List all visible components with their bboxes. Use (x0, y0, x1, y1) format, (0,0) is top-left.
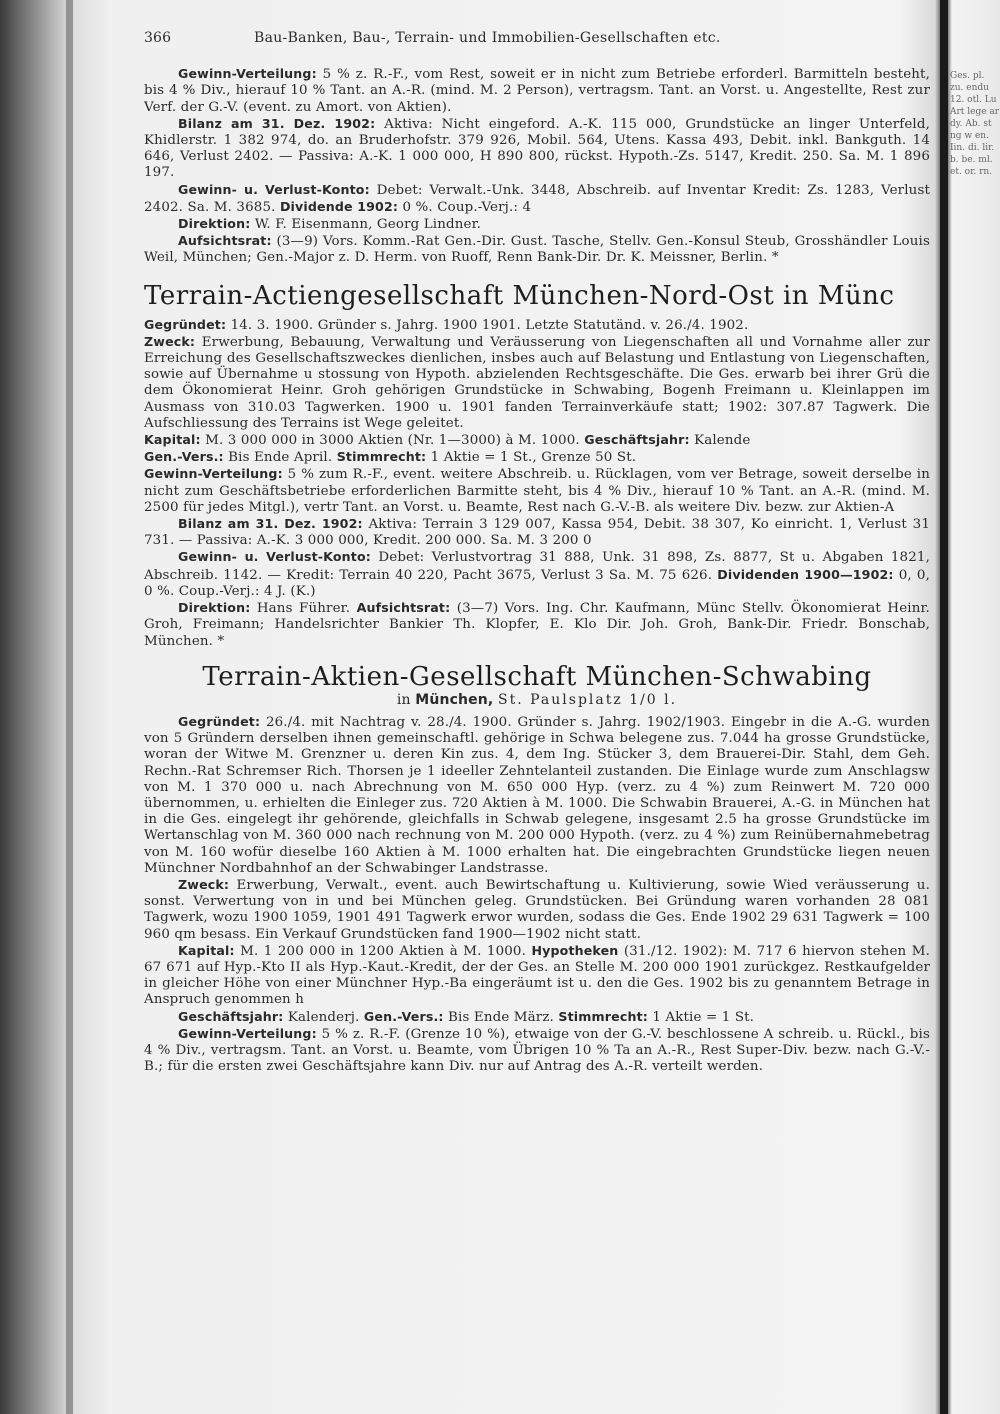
company-title-schwabing: Terrain-Aktien-Gesellschaft München-Schwabing (202, 661, 872, 692)
section-kapital: Kapital: M. 3 000 000 in 3000 Aktien (Nr. 1—3000) à M. 1000. Geschäftsjahr: Kalende (144, 432, 751, 449)
section-zweck: Zweck: Erwerbung, Verwalt., event. auch Bewirtschaftung u. Kultivierung, sowie Wied veräusserung u. sonst. Verwertung von in und bei München geleg. Grundstücken. Bei Gründung waren vorhanden 28 081 Tagwerk, wozu 1900 1059, 1901 491 Tagwerk erwor wurden, sodass die Ges. Ende 1902 29 631 Tagwerk = 100 960 qm besass. Ein Verkauf Grundstücken fand 1900—1902 nicht statt. (144, 876, 930, 942)
section-gewinn-verteilung: Gewinn-Verteilung: 5 % z. R.-F. (Grenze 10 %), etwaige von der G.-V. beschlossene A schreib. u. Rückl., bis 4 % Div., vertragsm. Tant. an Vorst. u. Beamte, vom Übrigen 10 % Ta an A.-R., Rest Super-Div. bezw. nach G.-V.-B.; für die ersten zwei Geschäftsjahre kann Div. nur auf Antrag des A.-R. verteilt werden. (144, 1025, 930, 1075)
section-direktion-aufsichtsrat: Direktion: Hans Führer. Aufsichtsrat: (3—7) Vors. Ing. Chr. Kaufmann, Münc Stellv. Ökonomierat Heinr. Groh, Freimann; Handelsrichter Bankier Th. Klopfer, E. Klo Dir. Joh. Groh, Bank-Dir. Friedr. Bonschab, München. * (144, 600, 930, 649)
page-number: 366 (144, 30, 172, 46)
section-gegruendet: Gegründet: 14. 3. 1900. Gründer s. Jahrg. 1900 1901. Letzte Statutänd. v. 26./4. 1902. (144, 316, 749, 333)
running-title: Bau-Banken, Bau-, Terrain- und Immobilien-Gesellschaften etc. (254, 30, 721, 46)
company-title-nord-ost: Terrain-Actiengesellschaft München-Nord-Ost in Münc (144, 280, 895, 311)
section-gegruendet: Gegründet: 26./4. mit Nachtrag v. 28./4. 1900. Gründer s. Jahrg. 1902/1903. Eingebr in die A.-G. wurden von 5 Gründern derselben ihnen gemeinschaftl. gehörige in Schwa belegene zus. 7.044 ha grosse Grundstücke, woran der Witwe M. Grenzner u. deren Kin zus. 4, dem Ing. Stücker 3, dem Brauerei-Dir. Stahl, dem Geh. Rechn.-Rat Schremser Rich. Thorsen je 1 ideeller Zehntelanteil zustanden. Die Einlage wurde zum Anschlagsw von M. 1 370 000 u. nach Abrechnung von M. 650 000 Hyp. (verz. zu 4 %) zum Reinwert M. 720 000 übernommen, u. erhielten die Einleger zus. 720 Aktien à M. 1000. Die Schwabin Brauerei, A.-G. in München hat in die Ges. eingelegt ihr gehörende, gleichfalls in Schwab gelegene, insgesamt 2.5 ha grosse Grundstücke im Wertanschlag von M. 360 000 nach rechnung von M. 200 000 Hypoth. (verz. zu 4 %) zum Reinübernahmebetrag von M. 160 wofür dieselbe 160 Aktien à M. 1000 erhalten hat. Die eingebrachten Grundstücke liegen neuen Münchner Nordbahnhof an der Schwabinger Landstrasse. (144, 713, 930, 876)
section-kapital-hypotheken: Kapital: M. 1 200 000 in 1200 Aktien à M. 1000. Hypotheken (31./12. 1902): M. 717 6 hiervon stehen M. 67 671 auf Hyp.-Kto II als Hyp.-Kaut.-Kredit, der der Ges. an Stelle M. 200 000 1901 zurückgez. Restkaufgelder in gleicher Höhe von einer Münchner Hyp.-Ba eingeräumt ist u. den die Ges. 1902 bis zu genanntem Betrage in Anspruch genommen h (144, 942, 930, 1008)
section-gewinn-verlust: Gewinn- u. Verlust-Konto: Debet: Verwalt.-Unk. 3448, Abschreib. auf Inventar Kredit: Zs. 1283, Verlust 2402. Sa. M. 3685. Dividende 1902: 0 %. Coup.-Verj.: 4 (144, 181, 930, 215)
book-spine-shadow (66, 0, 73, 1414)
section-bilanz: Bilanz am 31. Dez. 1902: Aktiva: Nicht eingeford. A.-K. 115 000, Grundstücke an linger Unterfeld, Khidlerstr. 1 382 974, do. an Bruderhofstr. 379 926, Mobil. 564, Utens. Kassa 493, Debit. inkl. Bankguth. 14 646, Verlust 2402. — Passiva: A.-K. 1 000 000, H 890 800, rückst. Hypoth.-Zs. 5147, Kredit. 250. Sa. M. 1 896 197. (144, 115, 930, 181)
section-direktion: Direktion: W. F. Eisenmann, Georg Lindner. (178, 216, 482, 233)
section-gewinn-verteilung: Gewinn-Verteilung: 5 % z. R.-F., vom Rest, soweit er in nicht zum Betriebe erforderl. Barmitteln besteht, bis 4 % Div., hierauf 10 % Tant. an A.-R. (mind. M. 2 Person), vertragsm. Tant. an Vorst. u. Angestellte, Rest zur Verf. der G.-V. (event. zu Amort. von Aktien). (144, 66, 930, 115)
page-header (144, 30, 930, 46)
section-gewinn-verteilung: Gewinn-Verteilung: 5 % zum R.-F., event. weitere Abschreib. u. Rücklagen, vom ver Betrage, soweit derselbe in nicht zum Geschäftsbetriebe erforderlichen Barmitte steht, bis 4 % Div., hierauf 10 % Tant. an A.-R. (mind. M. 2500 für jedes Mitgl.), vertr Tant. an Vorst. u. Beamte, Rest nach G.-V.-B. als weitere Div. bezw. zur Aktien-A (144, 466, 930, 515)
page-edge-shadow (940, 0, 948, 1414)
section-gewinn-verlust: Gewinn- u. Verlust-Konto: Debet: Verlustvortrag 31 888, Unk. 31 898, Zs. 8877, St u. Abgaben 1821, Abschreib. 1142. — Kredit: Terrain 40 220, Pacht 3675, Verlust 3 Sa. M. 75 626. Dividenden 1900—1902: 0, 0, 0 %. Coup.-Verj.: 4 J. (K.) (144, 549, 930, 599)
section-gen-vers: Gen.-Vers.: Bis Ende April. Stimmrecht: 1 Aktie = 1 St., Grenze 50 St. (144, 449, 637, 466)
page-content (144, 30, 930, 1400)
entry-nord-ost (144, 317, 930, 650)
section-geschaeftsjahr: Geschäftsjahr: Kalenderj. Gen.-Vers.: Bis Ende März. Stimmrecht: 1 Aktie = 1 St. (178, 1008, 755, 1025)
company-address: in München, St. Paulsplatz 1/0 l. (396, 691, 678, 708)
section-zweck: Zweck: Erwerbung, Bebauung, Verwaltung und Veräusserung von Liegenschaften all und Vornahme aller zur Erreichung des Gesellschaftszweckes dienlichen, insbes auch auf Belastung und Entlastung von Liegenschaften, sowie auf Übernahme u stossung von Hypoth. abzielenden Rechtsgeschäfte. Die Ges. erwarb bei ihrer Grü die dem Ökonomierat Heinr. Groh gehörigen Grundstücke in Schwabing, Bogenh Freimann u. Kleinlappen im Ausmass von 310.03 Tagwerken. 1900 u. 1901 fanden Terrainverkäufe statt; 1902: 307.87 Tagwerk. Die Aufschliessung des Terrains ist Wege geleitet. (144, 333, 930, 431)
section-aufsichtsrat: Aufsichtsrat: (3—9) Vors. Komm.-Rat Gen.-Dir. Gust. Tasche, Stellv. Gen.-Konsul Steub, Grosshändler Louis Weil, München; Gen.-Major z. D. Herm. von Ruoff, Renn Bank-Dir. Dr. K. Meissner, Berlin. * (144, 233, 930, 266)
entry-continuation (144, 66, 930, 266)
entry-schwabing (144, 714, 930, 1075)
adjacent-page-fragments: Ges. pl. zu. endu 12. otl. Lu Art lege ar dy. Ab. st ng w en. Iin. di. lir. b. be. ml. et. or. rn. (950, 71, 1000, 177)
section-bilanz: Bilanz am 31. Dez. 1902: Aktiva: Terrain 3 129 007, Kassa 954, Debit. 38 307, Ko einricht. 1, Verlust 31 731. — Passiva: A.-K. 3 000 000, Kredit. 200 000. Sa. M. 3 200 0 (144, 516, 930, 549)
